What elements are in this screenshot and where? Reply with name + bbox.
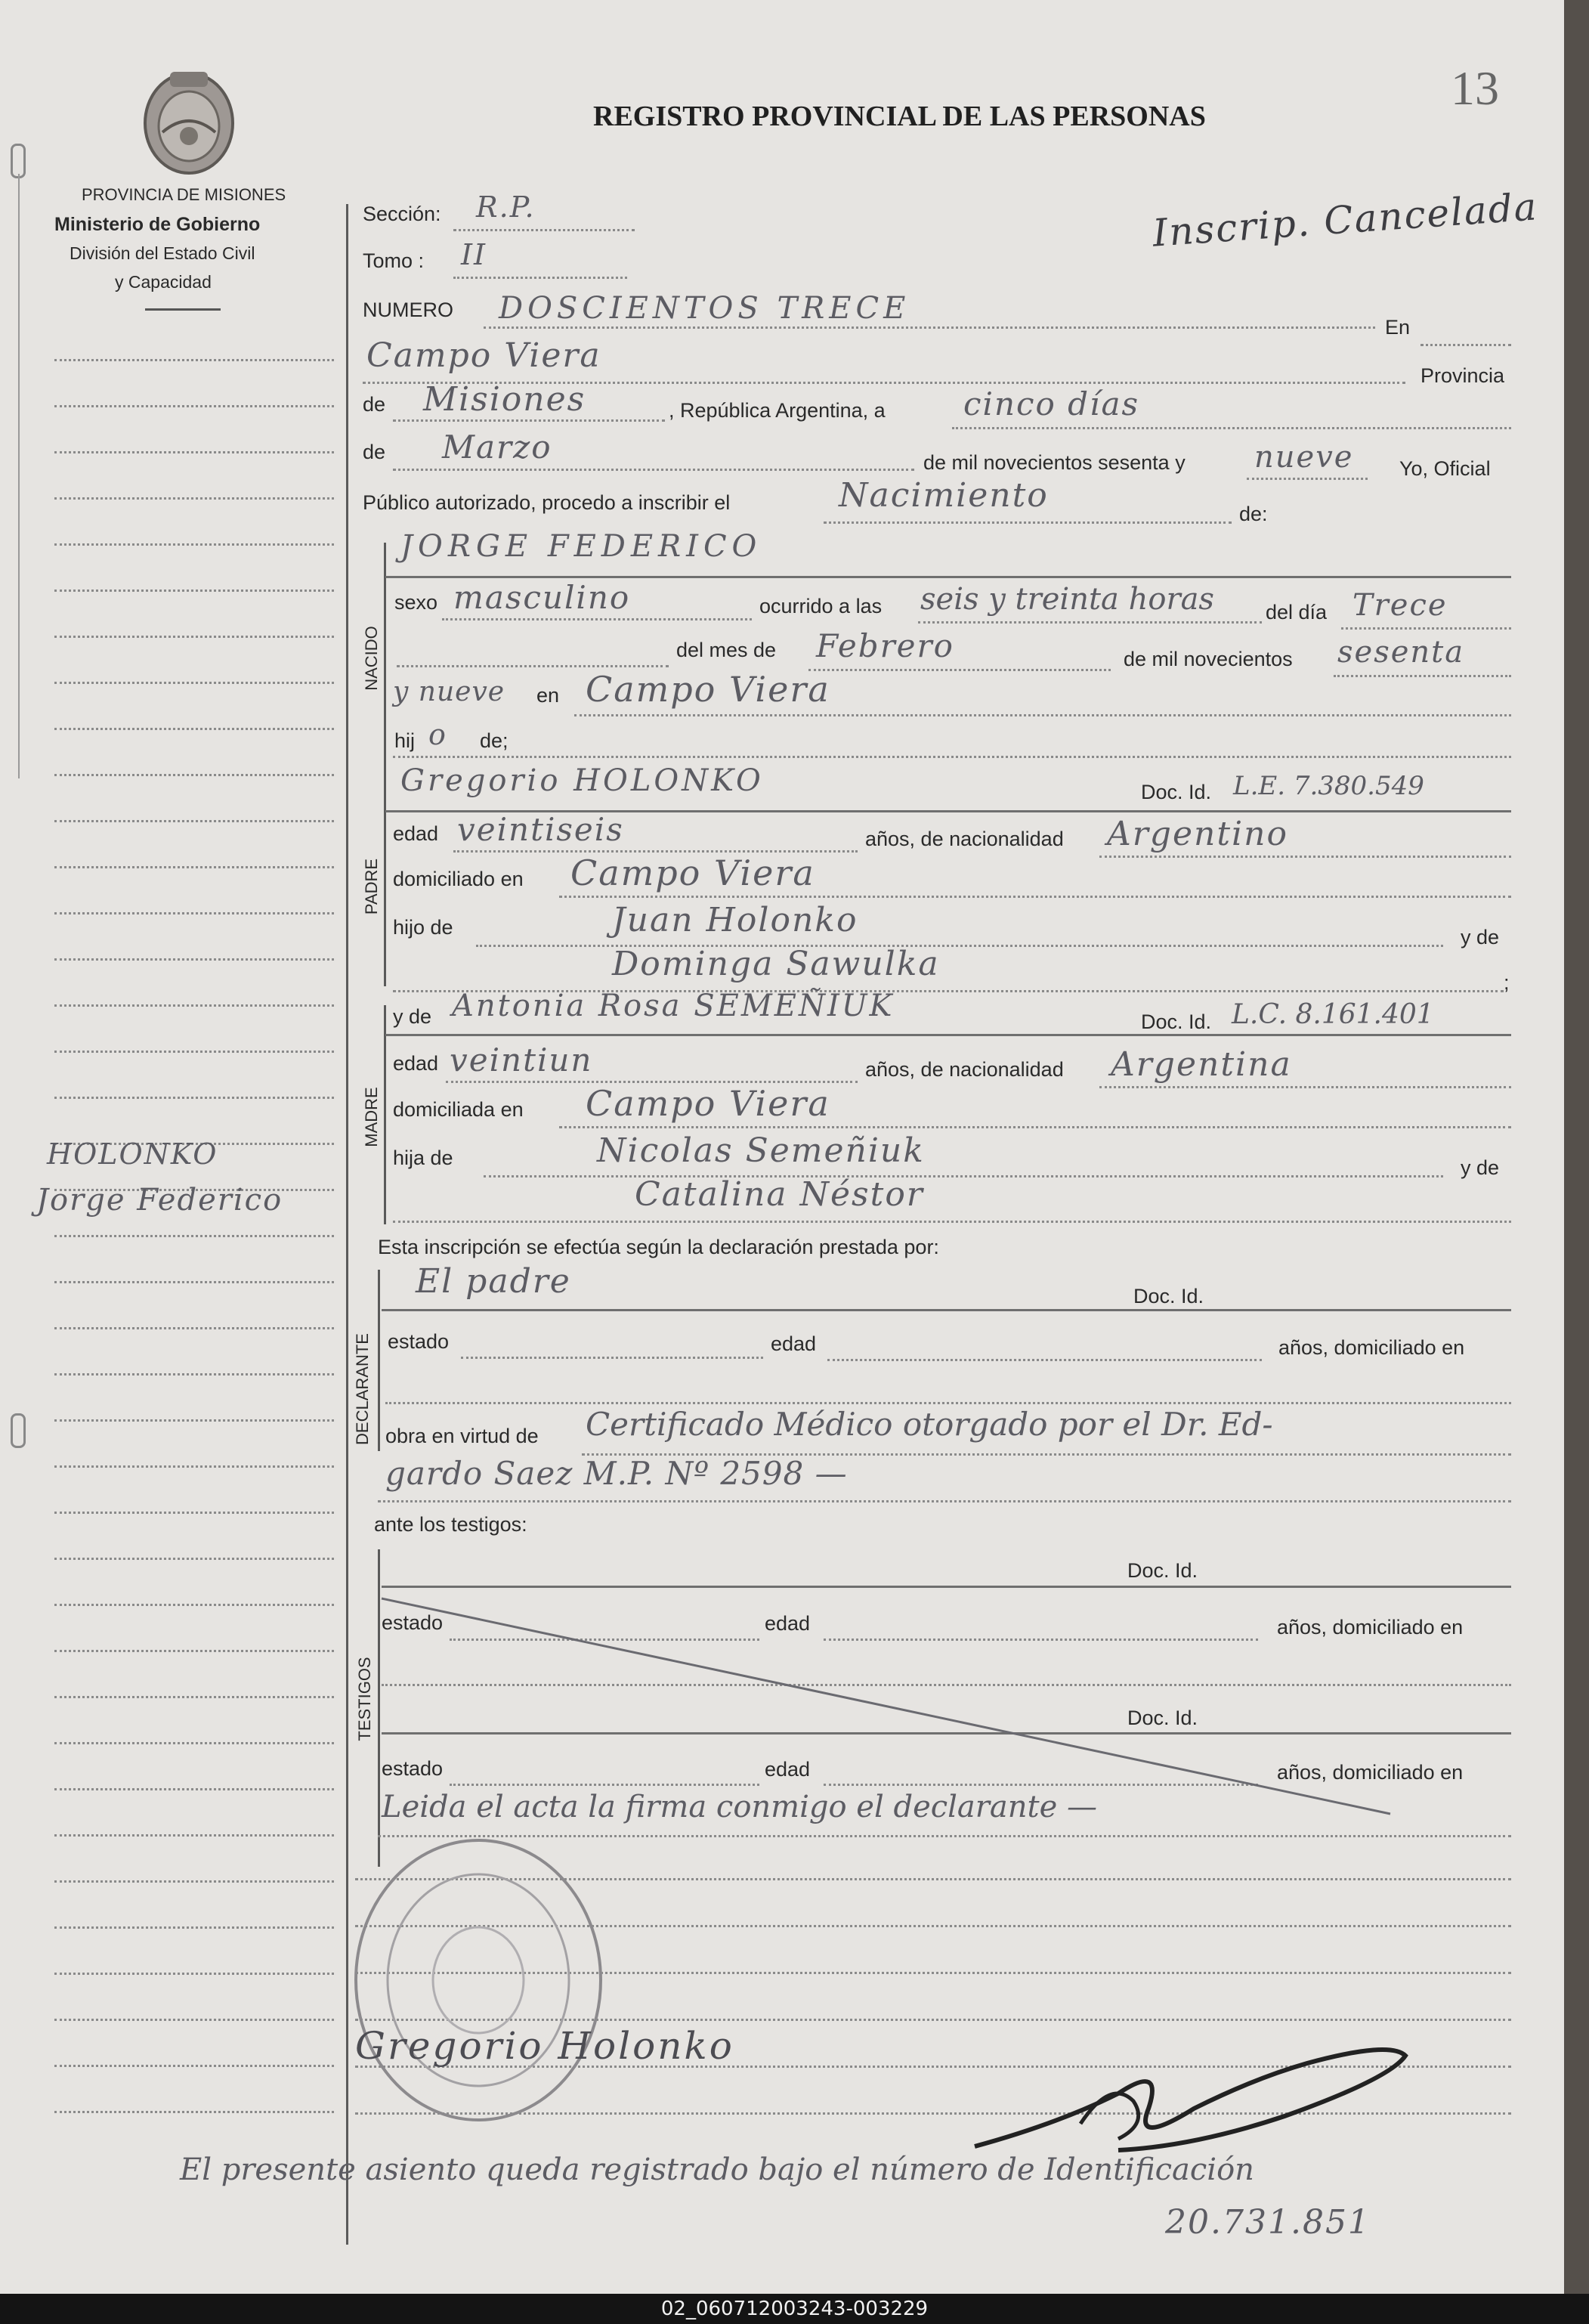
declarante-bracket [378,1270,380,1451]
de-colon-label: de: [1239,503,1268,525]
tomo-line [453,277,627,279]
fecha-anio-line [1247,478,1368,480]
nombre-line [385,576,1511,578]
madre-nac-value: Argentina [1111,1045,1292,1084]
margin-rule [54,359,334,361]
madre-domicilio-label: domiciliada en [393,1098,524,1121]
madre-side-label: MADRE [362,1087,381,1147]
declarante-value: El padre [416,1262,571,1301]
del-mes-prefix-line [397,665,669,667]
official-seal [346,1829,611,2131]
en-label: En [1385,316,1411,339]
padre-madre-value: Dominga Sawulka [612,945,940,983]
hij-label: hij [394,729,416,752]
margin-rule [54,1419,334,1422]
testigo1-anos-label: años, domiciliado en [1277,1616,1464,1639]
testigo2-edad-label: edad [765,1758,811,1781]
margin-rule [54,1973,334,1975]
padre-nac-line [1099,856,1511,858]
left-binding-line [18,174,20,778]
dia-nac-line [1341,627,1511,630]
madre-doc-value: L.C. 8.161.401 [1232,999,1434,1030]
org-ministry: Ministerio de Gobierno [54,214,261,235]
org-division: División del Estado Civil [70,243,255,263]
image-id-footer: 02_060712003243-003229 [0,2294,1589,2324]
tomo-label: Tomo : [363,249,425,272]
fecha-dia-line [952,427,1511,429]
margin-rule [54,912,334,914]
hora-value: seis y treinta horas [920,582,1214,617]
sexo-value: masculino [453,579,631,616]
margin-rule [54,1373,334,1376]
declarante-anos-label: años, domiciliado en [1278,1336,1465,1359]
margin-rule [54,1696,334,1698]
declarante-estado-label: estado [388,1330,450,1353]
padre-padre-value: Juan Holonko [612,901,858,939]
testigo2-anos-label: años, domiciliado en [1277,1761,1464,1784]
seccion-label: Sección: [363,203,441,225]
declarante-edad-line [827,1359,1262,1361]
coat-of-arms-emblem [140,64,238,178]
org-underline [145,308,221,311]
madre-padre-value: Nicolas Semeñiuk [597,1131,925,1170]
testigo2-estado-label: estado [382,1757,444,1780]
fecha-anio-value: nueve [1254,440,1354,475]
margin-rule [54,820,334,822]
margin-rule [54,774,334,776]
mes-nac-line [808,669,1111,671]
margin-rule [54,682,334,684]
del-dia-label: del día [1266,601,1328,624]
father-signature: Gregorio Holonko [355,2024,734,2068]
fecha-mes-line [393,469,914,471]
testigo1-doc-label: Doc. Id. [1127,1559,1198,1582]
madre-hija-de-label: hija de [393,1147,453,1169]
margin-rule [54,958,334,961]
obra-value-2: gardo Saez M.P. Nº 2598 — [385,1455,848,1492]
en-lower-label: en [536,684,560,707]
official-signature [967,2033,1421,2162]
org-province: PROVINCIA DE MISIONES [82,185,286,204]
margin-rule [54,2111,334,2113]
hij-suffix: o [428,718,447,751]
yo-oficial-label: Yo, Oficial [1399,457,1491,480]
fecha-mes-value: Marzo [442,429,552,466]
margin-rule [54,405,334,407]
padre-doc-label: Doc. Id. [1141,781,1212,803]
mil-novecientos-label: de mil novecientos sesenta y [923,451,1186,474]
acto-value: Nacimiento [839,476,1049,515]
acto-line [824,521,1232,524]
ocurrido-label: ocurrido a las [759,595,883,617]
padre-domicilio-label: domiciliado en [393,868,524,890]
margin-rule [54,866,334,868]
padre-y-de-label: y de [1461,926,1500,948]
margin-rule [54,497,334,500]
testigos-label: ante los testigos: [374,1513,527,1536]
madre-y-de-label-2: y de [1461,1156,1500,1179]
de-mes-label: de [363,441,386,463]
anio-nac-line [1334,675,1511,677]
margin-given-names: Jorge Federico [36,1183,283,1218]
lugar-nac-value: Campo Viera [586,669,830,710]
margin-rule [54,1926,334,1929]
padre-edad-label: edad [393,822,439,845]
sexo-line [442,618,752,620]
numero-label: NUMERO [363,299,453,321]
lugar-value: Campo Viera [366,336,601,375]
de-label: de [363,393,386,416]
margin-rule [54,1650,334,1652]
anio-nac-value-2: y nueve [393,676,505,707]
declarante-edad-label: edad [771,1332,817,1355]
madre-domicilio-value: Campo Viera [586,1083,830,1124]
margin-rule [54,451,334,453]
page-number: 13 [1451,61,1499,115]
page-edge [1564,0,1589,2298]
leida-value: Leida el acta la firma conmigo el declarante — [382,1790,1097,1824]
padre-domicilio-value: Campo Viera [570,853,815,893]
madre-doc-label: Doc. Id. [1141,1010,1212,1033]
tomo-value: II [461,238,487,271]
cancelled-stamp: Inscrip. Cancelada [1151,184,1540,255]
testigo2-doc-label: Doc. Id. [1127,1707,1198,1729]
obra-value-1: Certificado Médico otorgado por el Dr. Ed- [586,1406,1273,1443]
madre-padre-line [484,1175,1443,1177]
numero-value: DOSCIENTOS TRECE [499,291,910,326]
footnote-number: 20.731.851 [1165,2203,1371,2242]
madre-nac-label: años, de nacionalidad [865,1058,1064,1081]
org-capacity: y Capacidad [115,272,212,292]
padre-nombre-value: Gregorio HOLONKO [400,763,764,798]
declarante-line [382,1309,1511,1311]
margin-rule [54,728,334,730]
padre-nac-label: años, de nacionalidad [865,828,1064,850]
margin-rule [54,636,334,638]
madre-edad-label: edad [393,1052,439,1075]
margin-rule [54,1327,334,1329]
margin-rule [54,1097,334,1099]
madre-nombre-value: Antonia Rosa SEMEÑIUK [452,989,895,1023]
testigos-side-label: TESTIGOS [355,1657,374,1741]
testigos-crossout [378,1595,1398,1821]
fecha-dia-value: cinco días [963,385,1140,422]
testigo1-line [382,1586,1511,1588]
madre-bracket [384,1005,386,1224]
declarante-estado-line [461,1357,763,1359]
provincia-label: Provincia [1421,364,1505,387]
madre-madre-line [393,1221,1511,1223]
padre-edad-value: veintiseis [457,811,624,848]
testigo1-edad-label: edad [765,1612,811,1635]
margin-rule [54,2065,334,2067]
padre-nac-value: Argentino [1107,815,1288,853]
mes-nac-value: Febrero [816,627,954,664]
margin-rule [54,2019,334,2021]
margin-rule [54,590,334,592]
margin-rule [54,1604,334,1606]
margin-rule [54,1512,334,1514]
seccion-line [453,229,635,231]
padre-hijo-de-label: hijo de [393,916,453,939]
obra-line-2 [378,1500,1511,1502]
margin-rule [54,1742,334,1744]
en-line [1421,344,1511,346]
margin-rule [54,1558,334,1560]
testigo1-estado-label: estado [382,1611,444,1634]
publico-label: Público autorizado, procedo a inscribir el [363,491,731,514]
madre-domicilio-line [559,1126,1511,1128]
nombre-value: JORGE FEDERICO [400,529,762,564]
margin-rule [54,1788,334,1790]
de-semicolon-label: de; [480,729,509,752]
provincia-value: Misiones [423,380,586,419]
obra-label: obra en virtud de [385,1425,539,1447]
margin-surname: HOLONKO [47,1137,218,1171]
binding-hole [11,1413,26,1448]
margin-rule [54,1051,334,1053]
footnote-text: El presente asiento queda registrado bajo el número de Identificación [180,2152,1254,2187]
padre-doc-value: L.E. 7.380.549 [1233,771,1424,801]
margin-rule [54,1235,334,1237]
hij-line [393,756,1511,758]
madre-nombre-line [385,1034,1511,1036]
lugar-nac-line [574,714,1511,716]
margin-rule [54,543,334,546]
seccion-value: R.P. [476,190,536,224]
anio-nac-value: sesenta [1337,635,1465,670]
mil-novecientos-nac-label: de mil novecientos [1124,648,1293,670]
madre-nac-line [1099,1086,1511,1088]
dia-nac-value: Trece [1353,588,1448,623]
margin-rule [54,1281,334,1283]
hora-line [918,621,1262,624]
del-mes-label: del mes de [676,639,777,661]
padre-semicolon: ; [1504,971,1510,994]
esta-inscripcion-label: Esta inscripción se efectúa según la declaración prestada por: [378,1236,939,1258]
padre-bracket [384,767,386,986]
declarante-doc-label: Doc. Id. [1133,1285,1204,1307]
madre-y-de-label: y de [393,1005,432,1028]
republica-label: , República Argentina, a [669,399,886,422]
madre-edad-value: veintiun [450,1041,593,1078]
provincia-value-line [393,419,665,422]
document-title: REGISTRO PROVINCIAL DE LAS PERSONAS [593,101,1206,132]
declarante-domicilio-line [385,1402,1511,1404]
madre-madre-value: Catalina Néstor [635,1175,924,1214]
sexo-label: sexo [394,591,438,614]
margin-rule [54,1465,334,1468]
padre-side-label: PADRE [362,858,381,915]
numero-line [484,326,1375,329]
margin-rule [54,1834,334,1837]
declarante-side-label: DECLARANTE [353,1333,372,1445]
margin-rule [54,1880,334,1883]
nacido-side-label: NACIDO [362,626,381,691]
margin-rule [54,1004,334,1007]
padre-domicilio-line [559,896,1511,898]
